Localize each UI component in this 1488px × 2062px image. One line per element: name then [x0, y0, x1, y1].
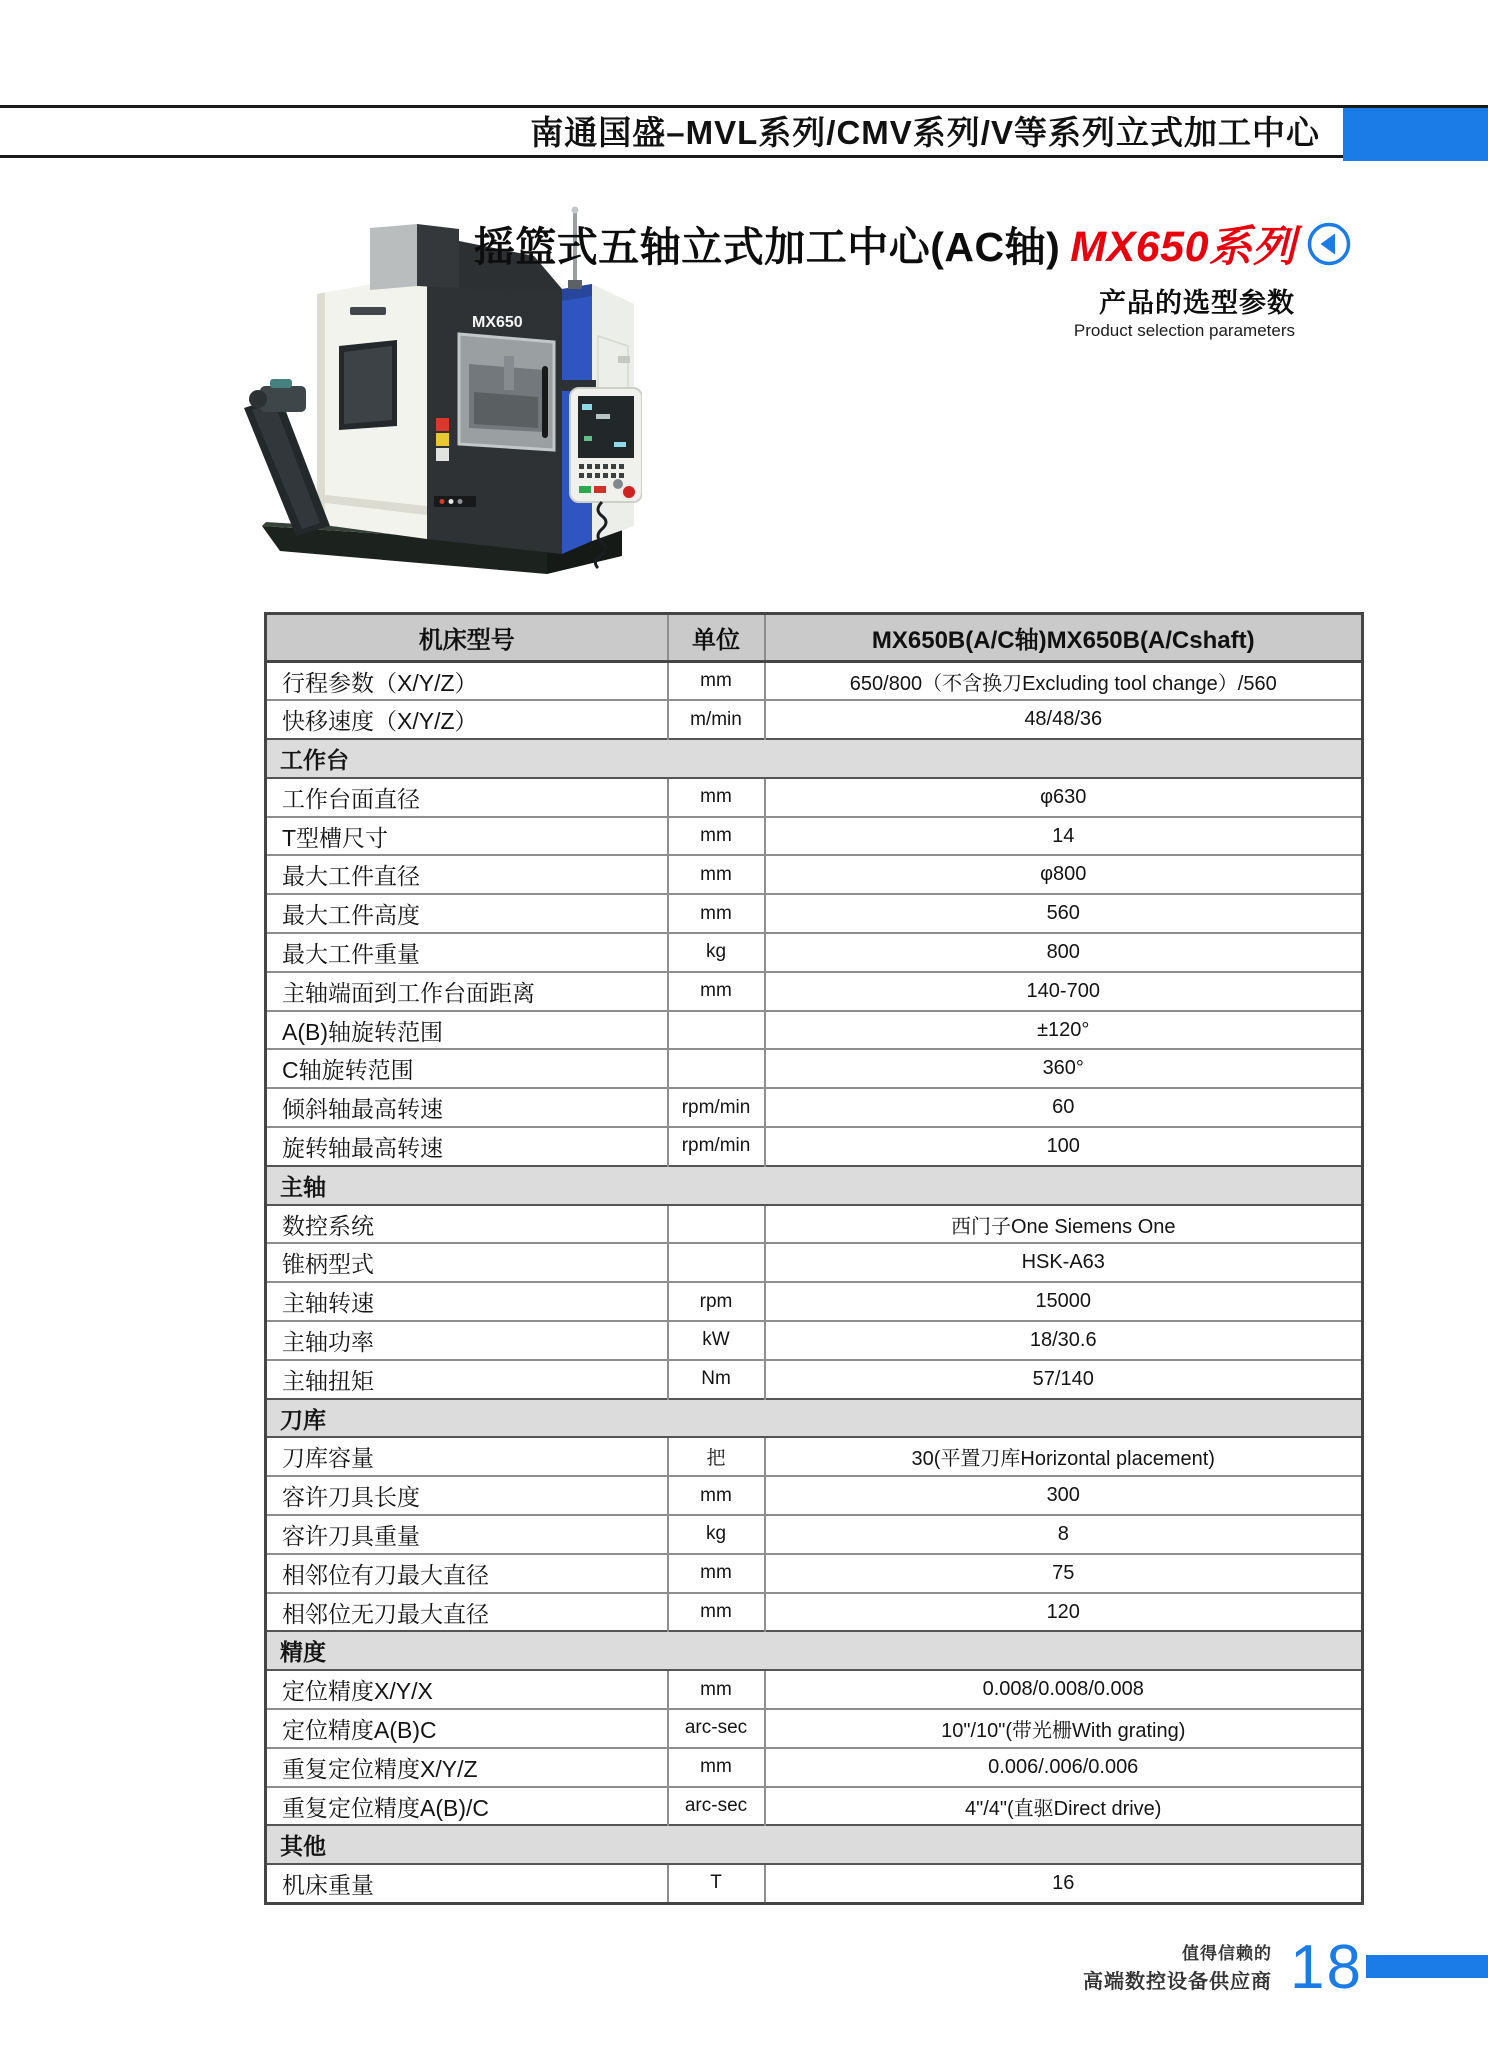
cell-label: 行程参数（X/Y/Z）: [266, 662, 668, 701]
cell-unit: Nm: [668, 1360, 765, 1399]
cell-value: φ800: [765, 855, 1363, 894]
cell-label: 主轴功率: [266, 1321, 668, 1360]
table-row: [266, 1205, 1363, 1244]
cell-value: 0.008/0.008/0.008: [765, 1670, 1363, 1709]
spec-table-body: [266, 662, 1363, 1904]
section-label: 刀库: [266, 1399, 1363, 1438]
cell-unit: kg: [668, 1515, 765, 1554]
section-row: [266, 1166, 1363, 1205]
cell-label: 工作台面直径: [266, 778, 668, 817]
table-row: [266, 817, 1363, 856]
screen-pixel-2: [596, 414, 610, 419]
table-row: [266, 1748, 1363, 1787]
cell-label: 锥柄型式: [266, 1243, 668, 1282]
cell-label: 快移速度（X/Y/Z）: [266, 700, 668, 739]
cell-value: 30(平置刀库Horizontal placement): [765, 1437, 1363, 1476]
cell-label: 最大工件高度: [266, 894, 668, 933]
table-row: [266, 1476, 1363, 1515]
cell-label: 相邻位无刀最大直径: [266, 1593, 668, 1632]
cell-value: 15000: [765, 1282, 1363, 1321]
left-cabinet-shade: [317, 293, 325, 526]
cell-label: 容许刀具重量: [266, 1515, 668, 1554]
cell-unit: [668, 1049, 765, 1088]
switch-dot-gray: [458, 499, 463, 504]
table-row: [266, 1709, 1363, 1748]
page-title-black: 摇篮式五轴立式加工中心(AC轴): [473, 224, 1061, 270]
top-box-dark: [417, 224, 459, 288]
cell-value: 100: [765, 1127, 1363, 1166]
switch-dot-white: [449, 499, 454, 504]
section-label: 精度: [266, 1631, 1363, 1670]
page-subtitle: [1074, 281, 1295, 341]
cell-unit: mm: [668, 1593, 765, 1632]
cell-label: 最大工件重量: [266, 933, 668, 972]
cell-value: 8: [765, 1515, 1363, 1554]
header-title: 南通国盛–MVL系列/CMV系列/V等系列立式加工中心: [530, 114, 1320, 151]
table-row: [266, 1360, 1363, 1399]
table-row: [266, 662, 1363, 701]
cell-value: 60: [765, 1088, 1363, 1127]
page-header: [0, 105, 1488, 158]
cell-value: 800: [765, 933, 1363, 972]
cell-label: C轴旋转范围: [266, 1049, 668, 1088]
cell-label: 重复定位精度A(B)/C: [266, 1787, 668, 1826]
cell-unit: [668, 1205, 765, 1244]
cell-unit: mm: [668, 1476, 765, 1515]
table-row: [266, 1515, 1363, 1554]
cell-label: 相邻位有刀最大直径: [266, 1554, 668, 1593]
cell-unit: arc-sec: [668, 1709, 765, 1748]
cell-value: ±120°: [765, 1011, 1363, 1050]
spec-table-header-row: [266, 614, 1363, 662]
table-row: [266, 972, 1363, 1011]
cell-unit: mm: [668, 972, 765, 1011]
page-number: 18: [1290, 1933, 1363, 2002]
page-title: [474, 213, 1352, 274]
top-box-light: [370, 224, 417, 290]
screen-pixel-4: [614, 442, 626, 447]
cell-value: 75: [765, 1554, 1363, 1593]
cell-label: 刀库容量: [266, 1437, 668, 1476]
conveyor-motor-end: [249, 390, 267, 408]
cell-value: 西门子One Siemens One: [765, 1205, 1363, 1244]
page-title-red: MX650系列: [1070, 223, 1296, 271]
machine-door-handle: [542, 366, 548, 438]
warning-sticker-yellow: [436, 433, 449, 446]
cell-value: 300: [765, 1476, 1363, 1515]
antenna-mount: [568, 280, 582, 289]
section-row: [266, 1631, 1363, 1670]
cell-unit: [668, 1243, 765, 1282]
table-row: [266, 1011, 1363, 1050]
cell-label: T型槽尺寸: [266, 817, 668, 856]
pendant-key-red: [594, 486, 606, 493]
cell-label: A(B)轴旋转范围: [266, 1011, 668, 1050]
section-row: [266, 1399, 1363, 1438]
cell-value: 120: [765, 1593, 1363, 1632]
footer-accent-bar: [1366, 1955, 1488, 1978]
footer-slogan-line1: 值得信赖的: [1182, 1944, 1272, 1963]
cell-unit: mm: [668, 817, 765, 856]
cell-value: 0.006/.006/0.006: [765, 1748, 1363, 1787]
conveyor-motor-cap: [270, 379, 292, 388]
cell-unit: rpm/min: [668, 1088, 765, 1127]
cell-label: 定位精度X/Y/X: [266, 1670, 668, 1709]
section-label: 主轴: [266, 1166, 1363, 1205]
cell-value: 16: [765, 1864, 1363, 1903]
cell-value: 560: [765, 894, 1363, 933]
table-row: [266, 1127, 1363, 1166]
cell-unit: rpm: [668, 1282, 765, 1321]
column-header-value: MX650B(A/C轴)MX650B(A/Cshaft): [765, 614, 1363, 662]
cell-label: 主轴端面到工作台面距离: [266, 972, 668, 1011]
column-header-model: 机床型号: [266, 614, 668, 662]
cell-unit: mm: [668, 1748, 765, 1787]
cell-unit: mm: [668, 1670, 765, 1709]
machine-side-badge: [618, 356, 630, 363]
cell-label: 最大工件直径: [266, 855, 668, 894]
warning-sticker-white: [436, 448, 449, 461]
table-row: [266, 1554, 1363, 1593]
table-row: [266, 1593, 1363, 1632]
table-row: [266, 1088, 1363, 1127]
cell-value: 48/48/36: [765, 700, 1363, 739]
cell-unit: arc-sec: [668, 1787, 765, 1826]
column-header-unit: 单位: [668, 614, 765, 662]
left-cabinet-logo: [350, 307, 386, 315]
cell-unit: kW: [668, 1321, 765, 1360]
table-row: [266, 933, 1363, 972]
cell-unit: [668, 1011, 765, 1050]
cell-label: 重复定位精度X/Y/Z: [266, 1748, 668, 1787]
table-row: [266, 1787, 1363, 1826]
cell-label: 机床重量: [266, 1864, 668, 1903]
warning-sticker-red: [436, 418, 449, 431]
table-row: [266, 1282, 1363, 1321]
cell-unit: rpm/min: [668, 1127, 765, 1166]
screen-pixel-3: [584, 436, 592, 441]
section-label: 其他: [266, 1825, 1363, 1864]
table-row: [266, 1243, 1363, 1282]
machine-model-label: MX650: [472, 314, 523, 331]
subtitle-english: Product selection parameters: [1073, 321, 1295, 340]
switch-dot-red: [440, 499, 445, 504]
cell-label: 主轴扭矩: [266, 1360, 668, 1399]
cell-unit: mm: [668, 894, 765, 933]
pendant-key-green: [579, 486, 591, 493]
cell-unit: 把: [668, 1437, 765, 1476]
section-row: [266, 1825, 1363, 1864]
cell-value: HSK-A63: [765, 1243, 1363, 1282]
cell-unit: T: [668, 1864, 765, 1903]
cell-value: φ630: [765, 778, 1363, 817]
header-accent-box: [1343, 108, 1488, 161]
cell-value: 4"/4"(直驱Direct drive): [765, 1787, 1363, 1826]
cell-unit: kg: [668, 933, 765, 972]
cell-unit: mm: [668, 855, 765, 894]
table-row: [266, 894, 1363, 933]
cell-unit: mm: [668, 662, 765, 701]
back-arrow-icon[interactable]: [1306, 221, 1352, 267]
cell-label: 定位精度A(B)C: [266, 1709, 668, 1748]
pendant-knob: [613, 479, 623, 489]
table-row: [266, 1437, 1363, 1476]
cell-value: 140-700: [765, 972, 1363, 1011]
table-row: [266, 1864, 1363, 1903]
table-row: [266, 855, 1363, 894]
cell-value: 10"/10"(带光栅With grating): [765, 1709, 1363, 1748]
footer-slogan-line2: 高端数控设备供应商: [1083, 1971, 1272, 1993]
cell-value: 57/140: [765, 1360, 1363, 1399]
cell-label: 旋转轴最高转速: [266, 1127, 668, 1166]
cell-value: 14: [765, 817, 1363, 856]
machine-spindle-silhouette: [504, 356, 514, 390]
emergency-stop-button: [622, 485, 636, 499]
cell-label: 主轴转速: [266, 1282, 668, 1321]
subtitle-chinese: 产品的选型参数: [1099, 288, 1295, 318]
cell-label: 倾斜轴最高转速: [266, 1088, 668, 1127]
section-row: [266, 739, 1363, 778]
table-row: [266, 1670, 1363, 1709]
table-row: [266, 1049, 1363, 1088]
cell-label: 容许刀具长度: [266, 1476, 668, 1515]
cell-unit: mm: [668, 1554, 765, 1593]
left-cabinet-window-inner: [344, 346, 392, 424]
cell-unit: mm: [668, 778, 765, 817]
section-label: 工作台: [266, 739, 1363, 778]
cell-label: 数控系统: [266, 1205, 668, 1244]
cell-unit: m/min: [668, 700, 765, 739]
screen-pixel-1: [582, 404, 592, 410]
cell-value: 650/800（不含换刀Excluding tool change）/560: [765, 662, 1363, 701]
cell-value: 360°: [765, 1049, 1363, 1088]
cell-value: 18/30.6: [765, 1321, 1363, 1360]
table-row: [266, 1321, 1363, 1360]
spec-table: [264, 612, 1364, 1905]
table-row: [266, 778, 1363, 817]
table-row: [266, 700, 1363, 739]
machine-table-silhouette: [474, 392, 538, 428]
footer-slogan: [1083, 1939, 1272, 1994]
